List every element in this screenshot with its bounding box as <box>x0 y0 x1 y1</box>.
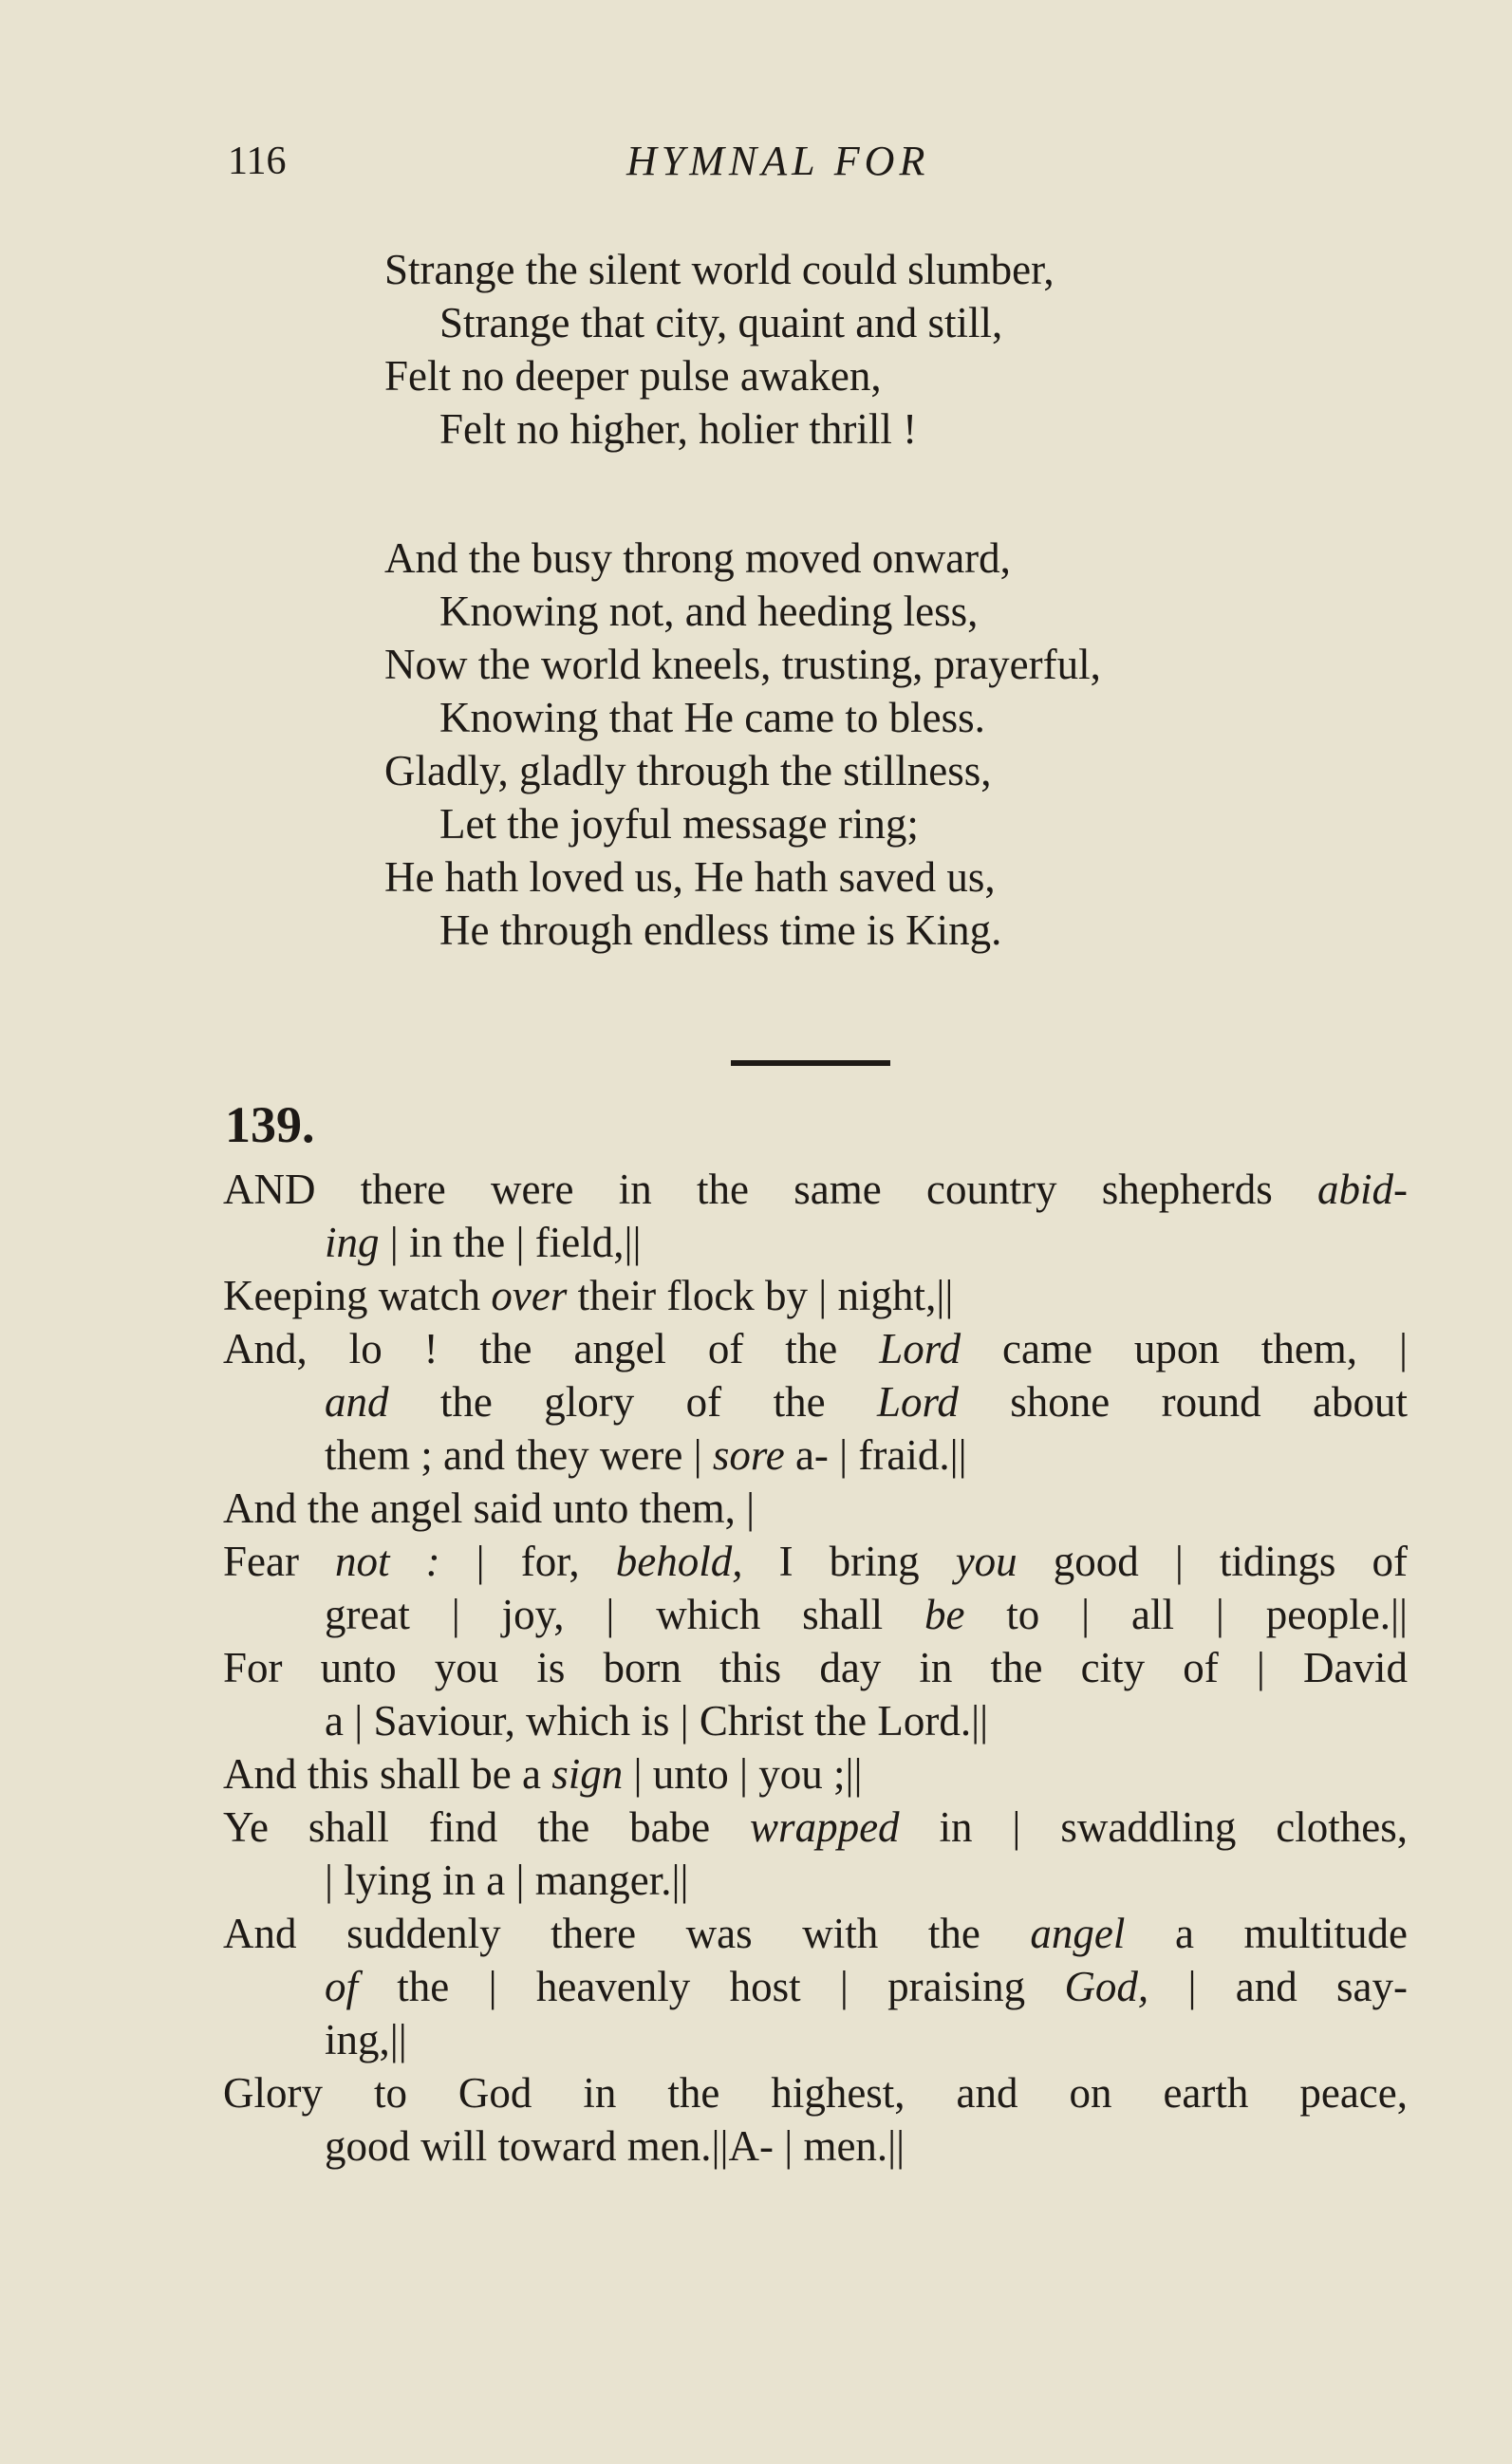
text-run: Keeping watch <box>223 1272 492 1319</box>
italic-text: wrapped <box>750 1803 900 1851</box>
verse-line: And the busy throng moved onward, <box>384 534 1011 582</box>
text-run: a | Saviour, which is | Christ the Lord.|| <box>325 1697 989 1745</box>
text-run: And suddenly there was with the <box>223 1910 1031 1957</box>
italic-text: sign <box>551 1750 624 1798</box>
chant-line <box>223 1482 1408 1535</box>
text-run: a- | fraid.|| <box>784 1431 967 1479</box>
italic-text: God, <box>1064 1963 1149 2010</box>
text-run: | unto | you ;|| <box>623 1750 863 1798</box>
text-run: in | swaddling clothes, <box>899 1803 1408 1851</box>
italic-text: you <box>955 1538 1017 1585</box>
chant-line <box>223 1216 1408 1269</box>
chant-line <box>223 1163 1408 1216</box>
page-header <box>228 133 1281 190</box>
verse-line: He through endless time is King. <box>439 906 1002 954</box>
italic-text: be <box>924 1591 965 1638</box>
hymn-number: 139. <box>225 1096 315 1153</box>
text-run: Glory to God in the highest, and on earth peace, <box>223 2069 1408 2117</box>
italic-text: Lord <box>876 1378 959 1426</box>
stanza <box>384 532 1334 957</box>
chant-line <box>223 2119 1408 2173</box>
chant-line <box>223 1694 1408 1747</box>
verse-line: Felt no deeper pulse awaken, <box>384 352 882 400</box>
chant-line <box>223 1535 1408 1588</box>
text-run: | lying in a | manger.|| <box>325 1857 689 1904</box>
verse-line: He hath loved us, He hath saved us, <box>384 853 996 901</box>
page-number: 116 <box>228 140 287 183</box>
text-run: For unto you is born this day in the city of | David <box>223 1644 1408 1691</box>
chant-line <box>223 1375 1408 1428</box>
text-run: them ; and they were | <box>325 1431 713 1479</box>
text-run: | in the | field,|| <box>379 1219 642 1266</box>
chant-text <box>223 1163 1408 2173</box>
text-run: good | tidings of <box>1017 1538 1408 1585</box>
text-run: their flock by | night,|| <box>567 1272 954 1319</box>
verse-line: Let the joyful message ring; <box>439 800 919 848</box>
italic-text: behold, <box>615 1538 743 1585</box>
verse-line: Knowing that He came to bless. <box>439 694 985 741</box>
verse-line: Strange that city, quaint and still, <box>439 299 1003 346</box>
text-run: And, lo ! the angel of the <box>223 1325 880 1372</box>
chant-line <box>223 2066 1408 2119</box>
text-run: shone round about <box>958 1378 1408 1426</box>
stanza <box>384 243 1334 456</box>
italic-text: sore <box>712 1431 785 1479</box>
running-title: HYMNAL FOR <box>626 138 930 184</box>
italic-text: abid- <box>1317 1166 1408 1213</box>
chant-line <box>223 1269 1408 1322</box>
italic-text: ing <box>325 1219 380 1266</box>
text-run: the | heavenly host | praising <box>358 1963 1065 2010</box>
italic-text: not : <box>335 1538 440 1585</box>
chant-line <box>223 1960 1408 2013</box>
text-run: good will toward men.||A- | men.|| <box>325 2122 905 2170</box>
section-divider <box>731 1060 890 1066</box>
text-run: | for, <box>439 1538 616 1585</box>
text-run: a multitude <box>1125 1910 1408 1957</box>
italic-text: angel <box>1030 1910 1126 1957</box>
chant-line <box>223 1428 1408 1482</box>
text-run: the glory of the <box>388 1378 877 1426</box>
text-run: there were in the same country shepherds <box>315 1166 1317 1213</box>
text-run: great | joy, | which shall <box>325 1591 924 1638</box>
italic-text: of <box>325 1963 359 2010</box>
chant-line <box>223 1322 1408 1375</box>
chant-line <box>223 1641 1408 1694</box>
hymn-verses <box>384 243 1334 957</box>
chant-line <box>223 1854 1408 1907</box>
text-run: Fear <box>223 1538 336 1585</box>
verse-line: Gladly, gladly through the stillness, <box>384 747 992 794</box>
text-run: | and say- <box>1148 1963 1409 2010</box>
verse-line: Knowing not, and heeding less, <box>439 588 979 635</box>
text-run: ing,|| <box>325 2016 407 2063</box>
chant-line <box>223 1747 1408 1801</box>
text-run: I bring <box>742 1538 956 1585</box>
verse-line: Now the world kneels, trusting, prayerful, <box>384 641 1101 688</box>
text-run: to | all | people.|| <box>964 1591 1408 1638</box>
chant-line <box>223 2013 1408 2066</box>
italic-text: over <box>491 1272 568 1319</box>
text-run: Ye shall find the babe <box>223 1803 751 1851</box>
small-caps-text: AND <box>223 1166 316 1213</box>
verse-line: Strange the silent world could slumber, <box>384 246 1055 293</box>
chant-line <box>223 1907 1408 1960</box>
italic-text: Lord <box>879 1325 961 1372</box>
chant-line <box>223 1588 1408 1641</box>
italic-text: and <box>325 1378 389 1426</box>
text-run: And this shall be a <box>223 1750 552 1798</box>
verse-line: Felt no higher, holier thrill ! <box>439 405 918 453</box>
text-run: And the angel said unto them, | <box>223 1484 756 1532</box>
chant-line <box>223 1801 1408 1854</box>
text-run: came upon them, | <box>961 1325 1408 1372</box>
